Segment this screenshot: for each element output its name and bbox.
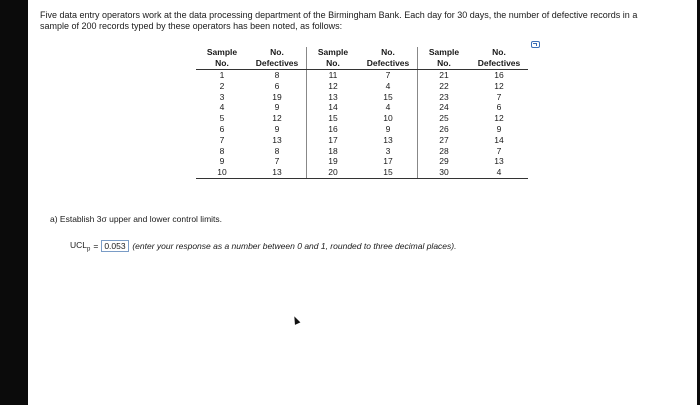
cell-sample: 24 (418, 102, 471, 113)
header-sample-no: Sample No. (307, 47, 360, 70)
cell-sample: 10 (196, 167, 248, 178)
cell-defectives: 10 (383, 113, 393, 124)
header-sample-no: Sample No. (418, 47, 471, 70)
header-no-defectives: No. Defectives (470, 47, 528, 70)
cell-sample: 17 (307, 135, 360, 146)
cell-sample: 14 (307, 102, 360, 113)
cell-defectives: 7 (496, 145, 502, 156)
cell-sample: 5 (219, 113, 225, 124)
cell-defectives: 8 (274, 70, 280, 80)
cell-defectives: 3 (385, 145, 391, 156)
table-row (196, 102, 528, 113)
cell-defectives: 15 (383, 91, 393, 102)
intro-line-2: sample of 200 records typed by these operators has been noted, as follows: (40, 21, 343, 31)
table-row (196, 92, 528, 103)
cell-defectives: 13 (248, 167, 307, 178)
table-row (196, 156, 528, 167)
table-header-row (196, 47, 528, 70)
cell-sample: 25 (418, 113, 471, 124)
cell-sample: 13 (307, 92, 360, 103)
header-sample-no: Sample No. (196, 47, 248, 70)
cell-sample: 9 (219, 156, 225, 167)
cell-defectives: 9 (385, 123, 391, 134)
cell-sample: 3 (219, 91, 225, 102)
defectives-table (196, 47, 528, 179)
cell-sample: 8 (219, 145, 225, 156)
cell-defectives: 9 (274, 102, 280, 113)
table-row (196, 113, 528, 124)
cell-sample: 26 (418, 124, 471, 135)
cell-defectives: 13 (272, 134, 282, 145)
mouse-cursor-icon (292, 315, 301, 325)
cell-sample: 29 (418, 156, 471, 167)
cell-sample: 12 (307, 81, 360, 92)
cell-sample: 2 (219, 80, 225, 91)
cell-sample: 18 (307, 146, 360, 157)
cell-sample: 30 (418, 167, 471, 178)
cell-defectives: 9 (274, 123, 280, 134)
cell-sample: 19 (307, 156, 360, 167)
cell-sample: 7 (219, 134, 225, 145)
cell-sample: 22 (418, 81, 471, 92)
cell-sample: 1 (219, 70, 225, 80)
part-a-prompt: a) Establish 3σ upper and lower control limits. (50, 214, 223, 224)
cell-defectives: 13 (383, 134, 393, 145)
cell-sample: 11 (307, 70, 360, 81)
cell-defectives: 12 (494, 80, 504, 91)
cell-defectives: 7 (496, 91, 502, 102)
cell-defectives: 16 (494, 70, 504, 80)
cell-defectives: 15 (359, 167, 418, 178)
table-row (196, 167, 528, 178)
ucl-answer-line (70, 240, 456, 253)
header-no-defectives: No. Defectives (359, 47, 418, 70)
cell-defectives: 12 (272, 113, 282, 124)
cell-defectives: 8 (274, 145, 280, 156)
cell-defectives: 9 (496, 123, 502, 134)
cell-defectives: 6 (274, 80, 280, 91)
cell-defectives: 14 (494, 134, 504, 145)
cell-defectives: 4 (385, 80, 391, 91)
ucl-label: $UCL_p$ (70, 240, 91, 253)
ucl-input[interactable]: 0.053 (101, 240, 129, 252)
cell-sample: 21 (418, 70, 471, 81)
problem-intro (40, 10, 680, 32)
cell-sample: 15 (307, 113, 360, 124)
cell-sample: 27 (418, 135, 471, 146)
header-no-defectives: No. Defectives (248, 47, 307, 70)
cell-sample: 20 (307, 167, 360, 178)
ucl-hint: (enter your response as a number between 0 and 1, rounded to three decimal places). (132, 241, 457, 252)
cell-defectives: 4 (385, 102, 391, 113)
table-row (196, 124, 528, 135)
problem-content (40, 10, 690, 32)
cell-defectives: 13 (494, 156, 504, 167)
cell-sample: 28 (418, 146, 471, 157)
intro-line-1: Five data entry operators work at the data processing department of the Birmingham Bank. Each day for 30 days, the number of defective records in a (40, 10, 638, 20)
table-row (196, 146, 528, 157)
cell-defectives: 12 (494, 113, 504, 124)
cell-sample: 23 (418, 92, 471, 103)
equals-sign: = (93, 241, 99, 252)
left-frame-border (0, 0, 28, 405)
cell-sample: 4 (219, 102, 225, 113)
table-row (196, 70, 528, 81)
cell-defectives: 4 (470, 167, 528, 178)
cell-sample: 6 (219, 123, 225, 134)
cell-defectives: 17 (383, 156, 393, 167)
cell-sample: 16 (307, 124, 360, 135)
table-row (196, 81, 528, 92)
cell-defectives: 7 (385, 70, 391, 80)
expand-icon[interactable] (531, 41, 540, 48)
cell-defectives: 7 (274, 156, 280, 167)
table-row (196, 135, 528, 146)
cell-defectives: 19 (272, 91, 282, 102)
cell-defectives: 6 (496, 102, 502, 113)
